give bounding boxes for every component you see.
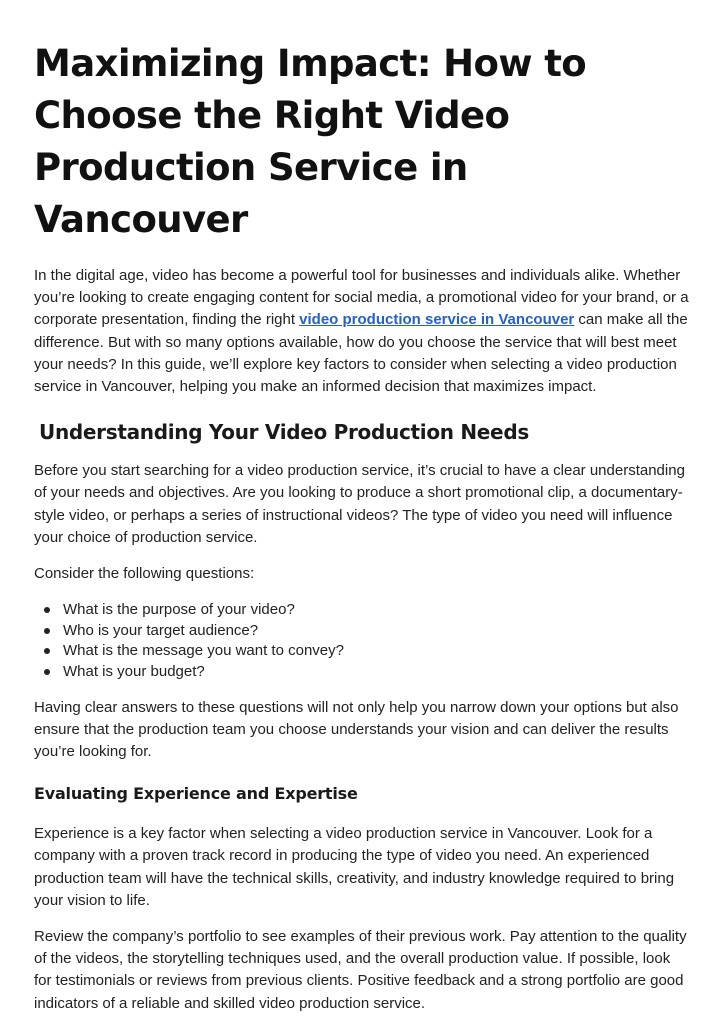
question-text: What is the message you want to convey? [63, 642, 344, 660]
bullet-icon [44, 628, 50, 634]
question-text: What is your budget? [63, 663, 205, 681]
question-text: Who is your target audience? [63, 621, 259, 639]
bullet-icon [44, 648, 50, 654]
question-text: What is the purpose of your video? [63, 601, 295, 619]
intro-text-after: can make all the difference. But with so many options available, how do you choose the service that will best meet your needs? In this guide, we’ll explore key factors to consider when selecting a video production service in Vancouver, helping you make an informed decision that maximizes impact. [34, 311, 688, 396]
questions-list [34, 600, 690, 682]
list-item [44, 621, 690, 642]
experience-paragraph-2: Review the company’s portfolio to see examples of their previous work. Pay attention to the quality of the videos, the storytelling techniques used, and the overall production value. If possible, look for testimonials or reviews from previous clients. Positive feedback and a strong portfolio are good indicators of a reliable and skilled video production service. [34, 928, 687, 1012]
needs-paragraph-3: Having clear answers to these questions will not only help you narrow down your options but also ensure that the production team you choose understands your vision and can deliver the results you’re looking for. [34, 698, 679, 761]
video-production-service-link[interactable]: video production service in Vancouver [299, 311, 575, 329]
page-title: Maximizing Impact: How to Choose the Right Video Production Service in Vancouver [34, 42, 587, 241]
intro-text-before: In the digital age, video has become a powerful tool for businesses and individuals alike. Whether you’re looking to create engaging content for social media, a promotional video for your brand, or a corporate presentation, finding the right [34, 267, 689, 329]
bullet-icon [44, 607, 50, 613]
list-item [44, 600, 690, 621]
list-item [44, 662, 690, 683]
section-heading-experience: Evaluating Experience and Expertise [34, 784, 358, 804]
intro-paragraph [34, 265, 690, 398]
article [34, 38, 690, 1015]
bullet-icon [44, 669, 50, 675]
experience-paragraph-1: Experience is a key factor when selecting a video production service in Vancouver. Look for a company with a proven track record in producing the type of video you need. An experienced production team will have the technical skills, creativity, and industry knowledge required to bring your vision to life. [34, 825, 675, 909]
needs-paragraph-1: Before you start searching for a video production service, it’s crucial to have a clear understanding of your needs and objectives. Are you looking to produce a short promotional clip, a documentary-style video, or perhaps a series of instructional videos? The type of video you need will influence your choice of production service. [34, 462, 685, 546]
section-heading-needs: Understanding Your Video Production Needs [39, 420, 529, 445]
list-item [44, 641, 690, 662]
needs-paragraph-2: Consider the following questions: [34, 565, 255, 583]
